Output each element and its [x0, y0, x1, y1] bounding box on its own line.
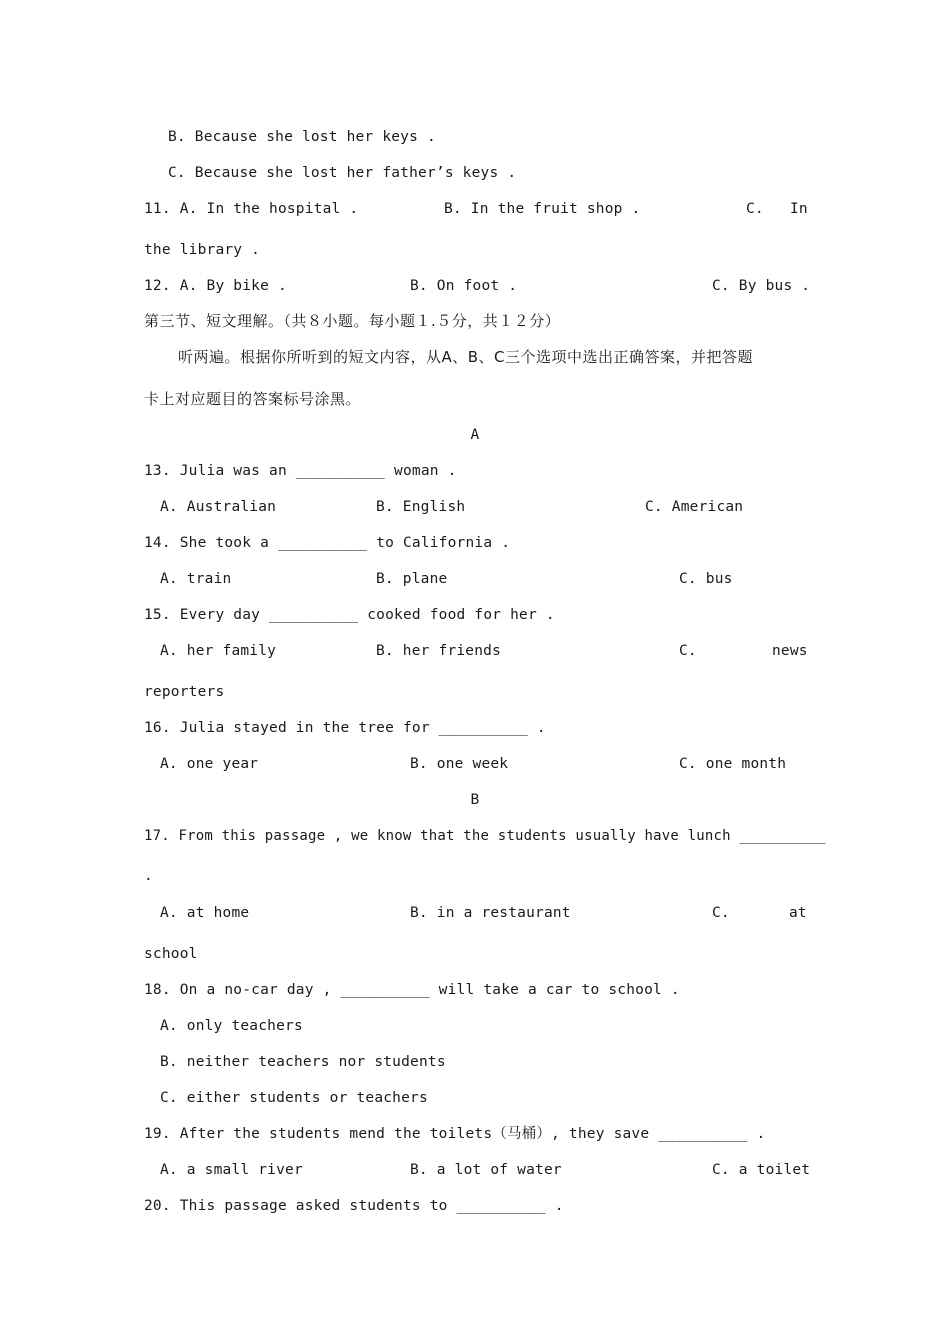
q11-option-c-continued: the library . [144, 242, 261, 258]
q18-stem: 18. On a no-car day , __________ will take a car to school . [144, 982, 680, 998]
q15-option-a: A. her family [160, 643, 277, 659]
q14-option-c: C. bus [679, 571, 733, 587]
q17-option-b: B. in a restaurant [410, 905, 571, 921]
q18-option-a: A. only teachers [160, 1018, 303, 1034]
q12-option-c: C. By bus . [712, 278, 811, 294]
q14-option-b: B. plane [376, 571, 448, 587]
q18-option-c: C. either students or teachers [160, 1090, 428, 1106]
q12-option-b: B. On foot . [410, 278, 518, 294]
q16-option-c: C. one month [679, 756, 787, 772]
q11-option-c-text: In [790, 201, 808, 217]
q12-option-a: 12. A. By bike . [144, 278, 287, 294]
q13-option-c: C. American [645, 499, 744, 515]
q13-option-b: B. English [376, 499, 466, 515]
q19-option-c: C. a toilet [712, 1162, 811, 1178]
q10-option-b: B. Because she lost her keys . [168, 129, 436, 145]
q15-option-c-continued: reporters [144, 684, 225, 700]
q17-stem-end: . [144, 868, 153, 884]
section-instruction-line2: 卡上对应题目的答案标号涂黑。 [144, 390, 362, 408]
q11-option-a: 11. A. In the hospital . [144, 201, 359, 217]
q15-option-c-label: C. [679, 643, 697, 659]
q17-option-a: A. at home [160, 905, 250, 921]
q14-option-a: A. train [160, 571, 232, 587]
q15-option-c-text: news [772, 643, 808, 659]
q11-option-b: B. In the fruit shop . [444, 201, 641, 217]
q20-stem: 20. This passage asked students to __________ . [144, 1198, 564, 1214]
q10-option-c: C. Because she lost her father’s keys . [168, 165, 517, 181]
q13-option-a: A. Australian [160, 499, 277, 515]
passage-b-label: B [470, 792, 480, 808]
passage-a-label: A [470, 427, 480, 443]
q17-option-c-label: C. [712, 905, 730, 921]
q16-option-a: A. one year [160, 756, 259, 772]
q17-option-c-text: at [789, 905, 807, 921]
q19-option-b: B. a lot of water [410, 1162, 562, 1178]
q14-stem: 14. She took a __________ to California . [144, 535, 511, 551]
q17-stem: 17. From this passage , we know that the students usually have lunch __________ [144, 828, 826, 844]
q16-option-b: B. one week [410, 756, 509, 772]
q19-option-a: A. a small river [160, 1162, 303, 1178]
q18-option-b: B. neither teachers nor students [160, 1054, 446, 1070]
q13-stem: 13. Julia was an __________ woman . [144, 463, 457, 479]
q16-stem: 16. Julia stayed in the tree for __________ . [144, 720, 546, 736]
q19-stem: 19. After the students mend the toilets（马桶）, they save __________ . [144, 1126, 766, 1142]
q15-stem: 15. Every day __________ cooked food for her . [144, 607, 555, 623]
q17-option-c-continued: school [144, 946, 198, 962]
q11-option-c-label: C. [746, 201, 764, 217]
q15-option-b: B. her friends [376, 643, 502, 659]
section-instruction-line1: 听两遍。根据你所听到的短文内容，从A、B、C三个选项中选出正确答案，并把答题 [178, 348, 754, 366]
section-heading: 第三节、短文理解。（共８小题。每小题１.５分，共１２分） [144, 312, 561, 330]
